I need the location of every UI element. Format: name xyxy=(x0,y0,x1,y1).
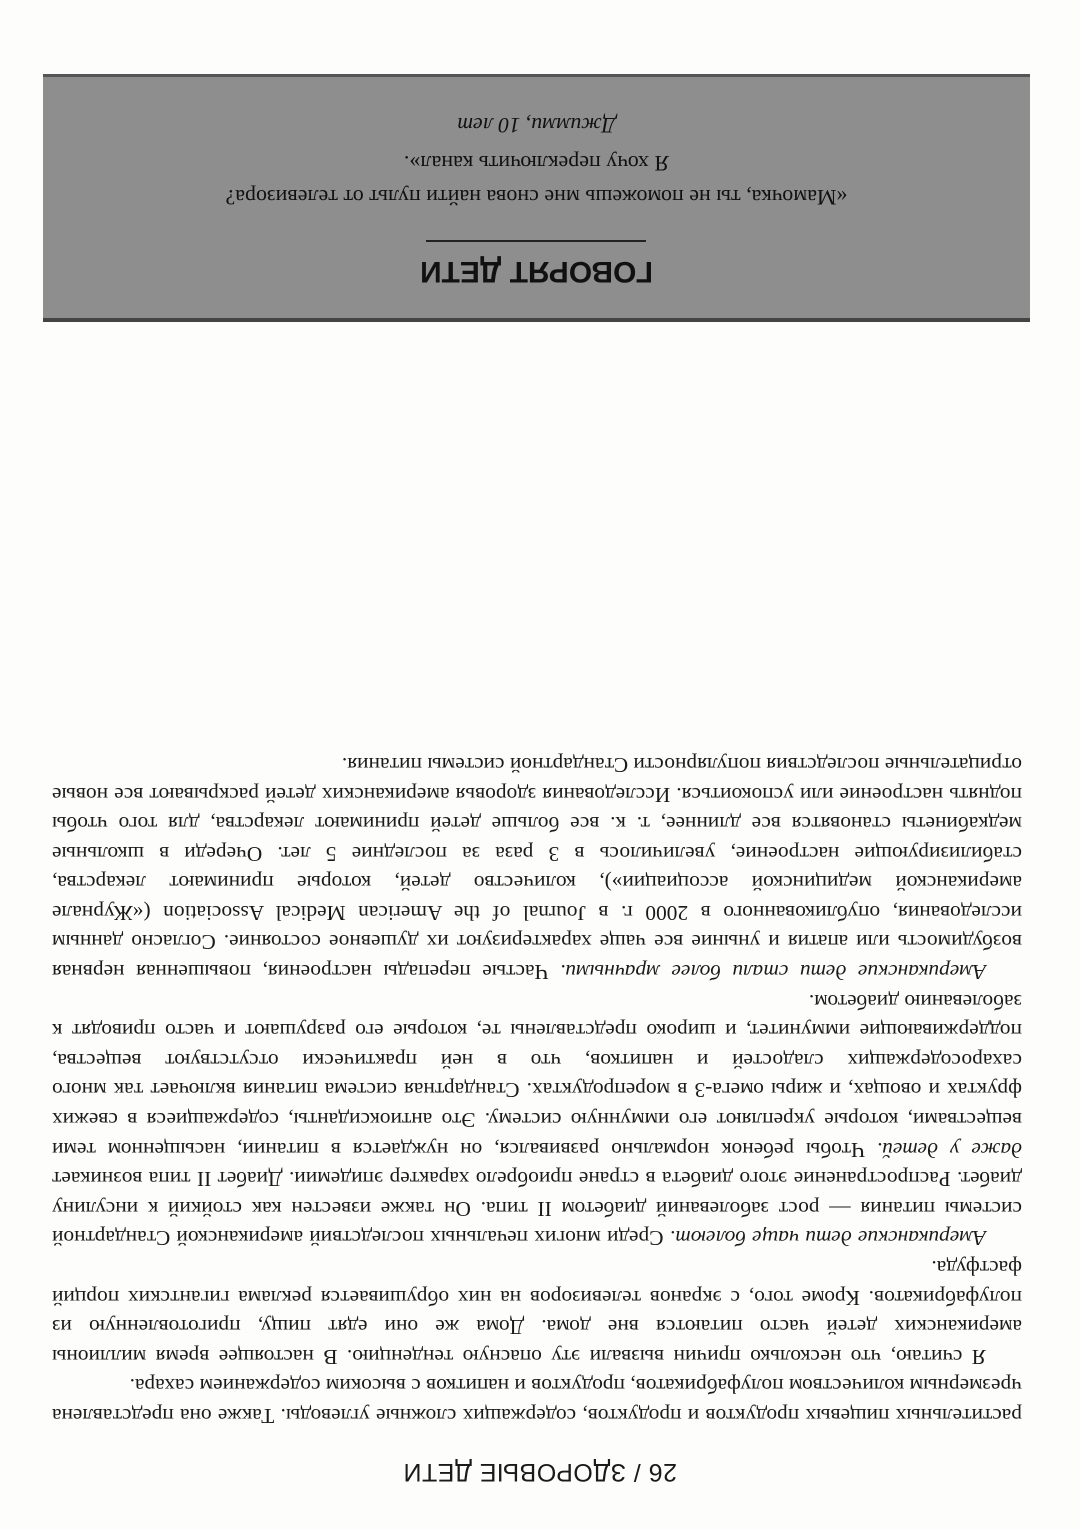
paragraph-4-lead: Американские дети стали более мрачными. xyxy=(559,960,986,985)
quote-line-2: Я хочу переключить канал». xyxy=(403,151,670,176)
sidebar-title: ГОВОРЯТ ДЕТИ xyxy=(420,255,653,288)
paragraph-4-text: Частые перепады настроения, повышенная нервная возбудимость или апатия и уныние все чаще характеризуют их душевное состояние. Согласно данным исследования, опубликованного в 2000 г. в Journal of the American Medical Association («Журнале американской медицинской ассоциации»), количество детей, которые принимают лекарства, стабилизирующие настроение, увеличилось в 3 раза за последние 5 лет. Очереди в школьные медкабинеты становятся все длиннее, т. к. все больше детей принимают лекарства, для того чтобы поднять настроение или успокоиться. Исследования здоровья американских детей раскрывают все новые отрицательные последствия популярности Стандартной системы питания. xyxy=(52,752,1022,985)
body-text xyxy=(52,749,1022,1430)
sidebar-box xyxy=(43,74,1030,322)
sidebar-divider xyxy=(427,240,647,242)
sidebar-quote xyxy=(43,146,1030,214)
paragraph-3-lead: Американские дети чаще болеют. xyxy=(669,1226,986,1251)
paragraph-3 xyxy=(52,986,1022,1252)
paragraph-3-rest: Чтобы ребенок нормально развивался, он нуждается в питании, насыщенном теми веществами, которые укрепляют его иммунную систему. Это антиоксиданты, содержащиеся в свежих фруктах и овощах, и жиры омега-3 в морепродуктах. Стандартная система питания включает так много сахаросодержащих сладостей и напитков, что в ней практически отсутствуют вещества, поддерживающие иммунитет, и широко представлены те, которые его разрушают и часто приводят к заболеванию диабетом. xyxy=(51,989,1022,1162)
quote-line-1: «Мамочка, ты не поможешь мне снова найти пульт от телевизора? xyxy=(225,185,848,210)
paragraph-3-emphasis: даже у детей. xyxy=(876,1137,1022,1162)
paragraph-2: Я считаю, что несколько причин вызвали эту опасную тенденцию. В настоящее время миллионы американских детей часто питаются вне дома. Дома же они едят пищу, приготовленную из полуфабрикатов. Кроме того, с экранов телевизоров на них обрушивается реклама гигантских порций фастфуда. xyxy=(52,1256,1022,1369)
running-head: 26 / ЗДОРОВЫЕ ДЕТИ xyxy=(403,1458,677,1486)
paragraph-3-text: Среди многих печальных последствий американской Стандартной системы питания — рост заболеваний диабетом II типа. Он также известен как стойкий к инсулину диабет. Распространение этого диабета в стране приобрело характер эпидемии. Диабет II типа возникает xyxy=(52,1167,1022,1251)
sidebar-attribution: Джимми, 10 лет xyxy=(457,113,616,138)
paragraph-1: растительных пищевых продуктов и продуктов, содержащих сложные углеводы. Также она представлена чрезмерным количеством полуфабрикатов, продуктов и напитков с высоким содержанием сахара. xyxy=(52,1374,1022,1428)
paragraph-4 xyxy=(52,749,1022,986)
